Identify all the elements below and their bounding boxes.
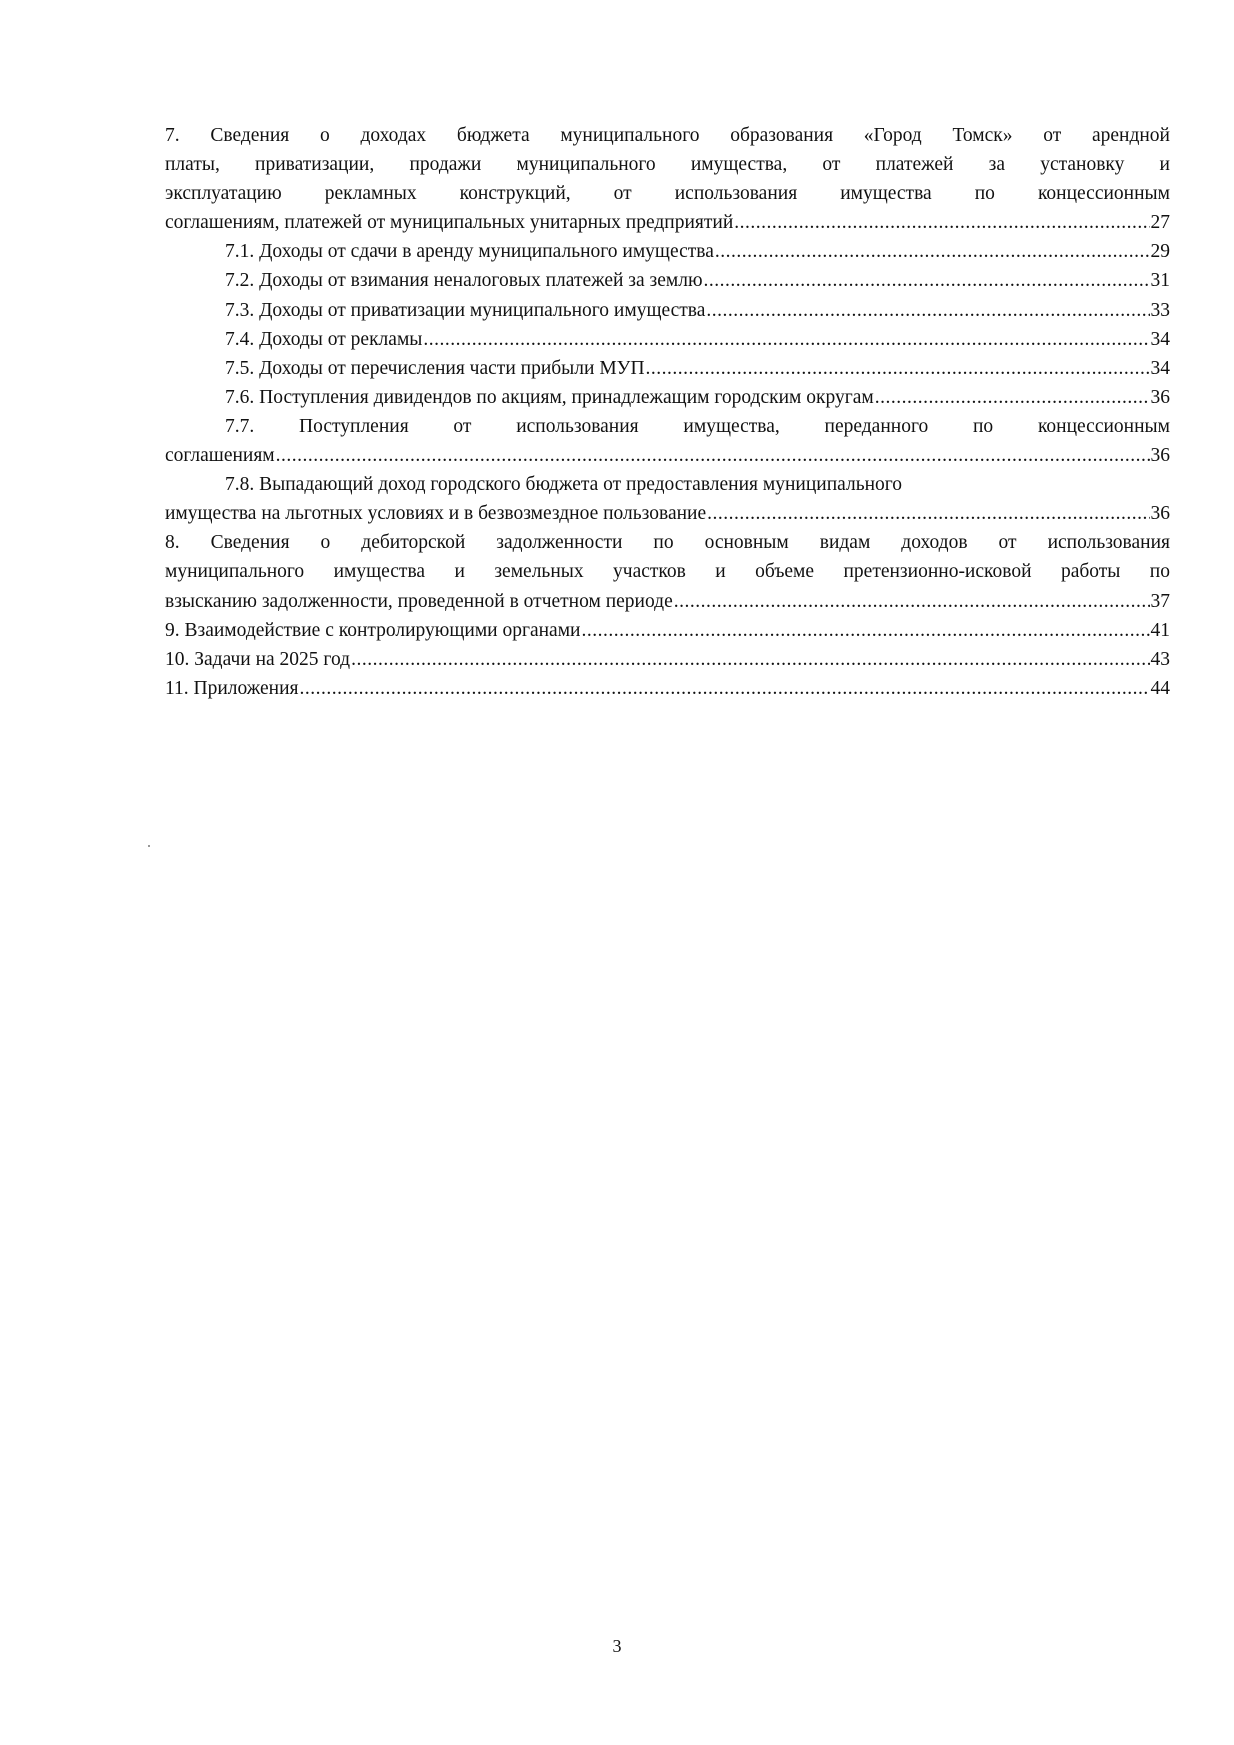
toc-entry-11 xyxy=(165,674,1170,703)
dot-leader xyxy=(646,354,1150,383)
toc-entry-7-3-page: 33 xyxy=(1150,299,1170,321)
toc-entry-7-4-title: 7.4. Доходы от рекламы xyxy=(225,328,423,350)
toc-entry-7-5 xyxy=(165,354,1170,383)
toc-entry-8-title-end: взысканию задолженности, проведенной в отчетном периоде xyxy=(165,590,673,612)
toc-entry-8-line-2: муниципального имущества и земельных участков и объеме претензионно-исковой работы по xyxy=(165,561,1170,583)
toc-entry-11-title: 11. Приложения xyxy=(165,677,299,699)
toc-entry-9 xyxy=(165,616,1170,645)
toc-entry-7-1-page: 29 xyxy=(1150,241,1170,263)
dot-leader xyxy=(582,616,1150,645)
toc-entry-9-page: 41 xyxy=(1150,619,1170,641)
toc-entry-7-5-title: 7.5. Доходы от перечисления части прибыли МУП xyxy=(225,357,645,379)
toc-entry-7-1-title: 7.1. Доходы от сдачи в аренду муниципального имущества xyxy=(225,241,714,263)
toc-entry-7-8-line-1: 7.8. Выпадающий доход городского бюджета от предоставления муниципального xyxy=(225,474,903,496)
scan-speck xyxy=(148,845,150,847)
toc-entry-8-page: 37 xyxy=(1150,590,1170,612)
toc-entry-7-8-title-end: имущества на льготных условиях и в безвозмездное пользование xyxy=(165,503,707,525)
toc-entry-7-3 xyxy=(165,296,1170,325)
toc-entry-7-title-end: соглашениям, платежей от муниципальных унитарных предприятий xyxy=(165,212,734,234)
dot-leader xyxy=(704,266,1150,295)
dot-leader xyxy=(707,499,1149,528)
toc-entry-8 xyxy=(165,528,1170,615)
toc-entry-7-2-page: 31 xyxy=(1150,270,1170,292)
dot-leader xyxy=(423,325,1149,354)
toc-entry-7-7-last-line xyxy=(165,441,1170,470)
toc-entry-7-2 xyxy=(165,266,1170,295)
toc-entry-7-8-page: 36 xyxy=(1150,503,1170,525)
toc-entry-7-5-page: 34 xyxy=(1150,357,1170,379)
toc-entry-7-8-last-line xyxy=(165,499,1170,528)
toc-entry-7-6-title: 7.6. Поступления дивидендов по акциям, принадлежащим городским округам xyxy=(225,386,874,408)
dot-leader xyxy=(276,441,1150,470)
toc-entry-7-6 xyxy=(165,383,1170,412)
toc-entry-7-line-2: платы, приватизации, продажи муниципального имущества, от платежей за установку и xyxy=(165,154,1170,176)
toc-entry-9-title: 9. Взаимодействие с контролирующими органами xyxy=(165,619,581,641)
toc-entry-7-4 xyxy=(165,325,1170,354)
dot-leader xyxy=(674,587,1150,616)
page-number: 3 xyxy=(612,1636,622,1656)
toc-entry-10-title: 10. Задачи на 2025 год xyxy=(165,648,351,670)
toc-entry-7-8 xyxy=(165,470,1170,528)
table-of-contents xyxy=(165,121,1170,703)
toc-entry-7-line-1: 7. Сведения о доходах бюджета муниципального образования «Город Томск» от арендной xyxy=(165,125,1170,146)
toc-entry-7-7-line-1: 7.7. Поступления от использования имущества, переданного по концессионным xyxy=(225,415,1170,437)
toc-entry-7-7-title-end: соглашениям xyxy=(165,445,275,467)
toc-entry-7-4-page: 34 xyxy=(1150,328,1170,350)
dot-leader xyxy=(300,674,1150,703)
toc-entry-7-7-page: 36 xyxy=(1150,445,1170,467)
toc-entry-7-2-title: 7.2. Доходы от взимания неналоговых платежей за землю xyxy=(225,270,703,292)
toc-entry-7-page: 27 xyxy=(1150,212,1170,234)
toc-entry-7-last-line xyxy=(165,208,1170,237)
dot-leader xyxy=(734,208,1149,237)
toc-entry-7-3-title: 7.3. Доходы от приватизации муниципального имущества xyxy=(225,299,706,321)
toc-entry-10-page: 43 xyxy=(1150,648,1170,670)
dot-leader xyxy=(351,645,1149,674)
toc-entry-7-1 xyxy=(165,237,1170,266)
toc-entry-7-6-page: 36 xyxy=(1150,386,1170,408)
toc-entry-8-line-1: 8. Сведения о дебиторской задолженности по основным видам доходов от использования xyxy=(165,532,1170,554)
toc-entry-7-7 xyxy=(165,412,1170,470)
toc-entry-7-line-3: эксплуатацию рекламных конструкций, от использования имущества по концессионным xyxy=(165,183,1170,205)
toc-entry-10 xyxy=(165,645,1170,674)
toc-entry-7 xyxy=(165,121,1170,237)
toc-entry-8-last-line xyxy=(165,587,1170,616)
dot-leader xyxy=(875,383,1150,412)
dot-leader xyxy=(715,237,1150,266)
toc-entry-11-page: 44 xyxy=(1150,677,1170,699)
dot-leader xyxy=(706,296,1149,325)
